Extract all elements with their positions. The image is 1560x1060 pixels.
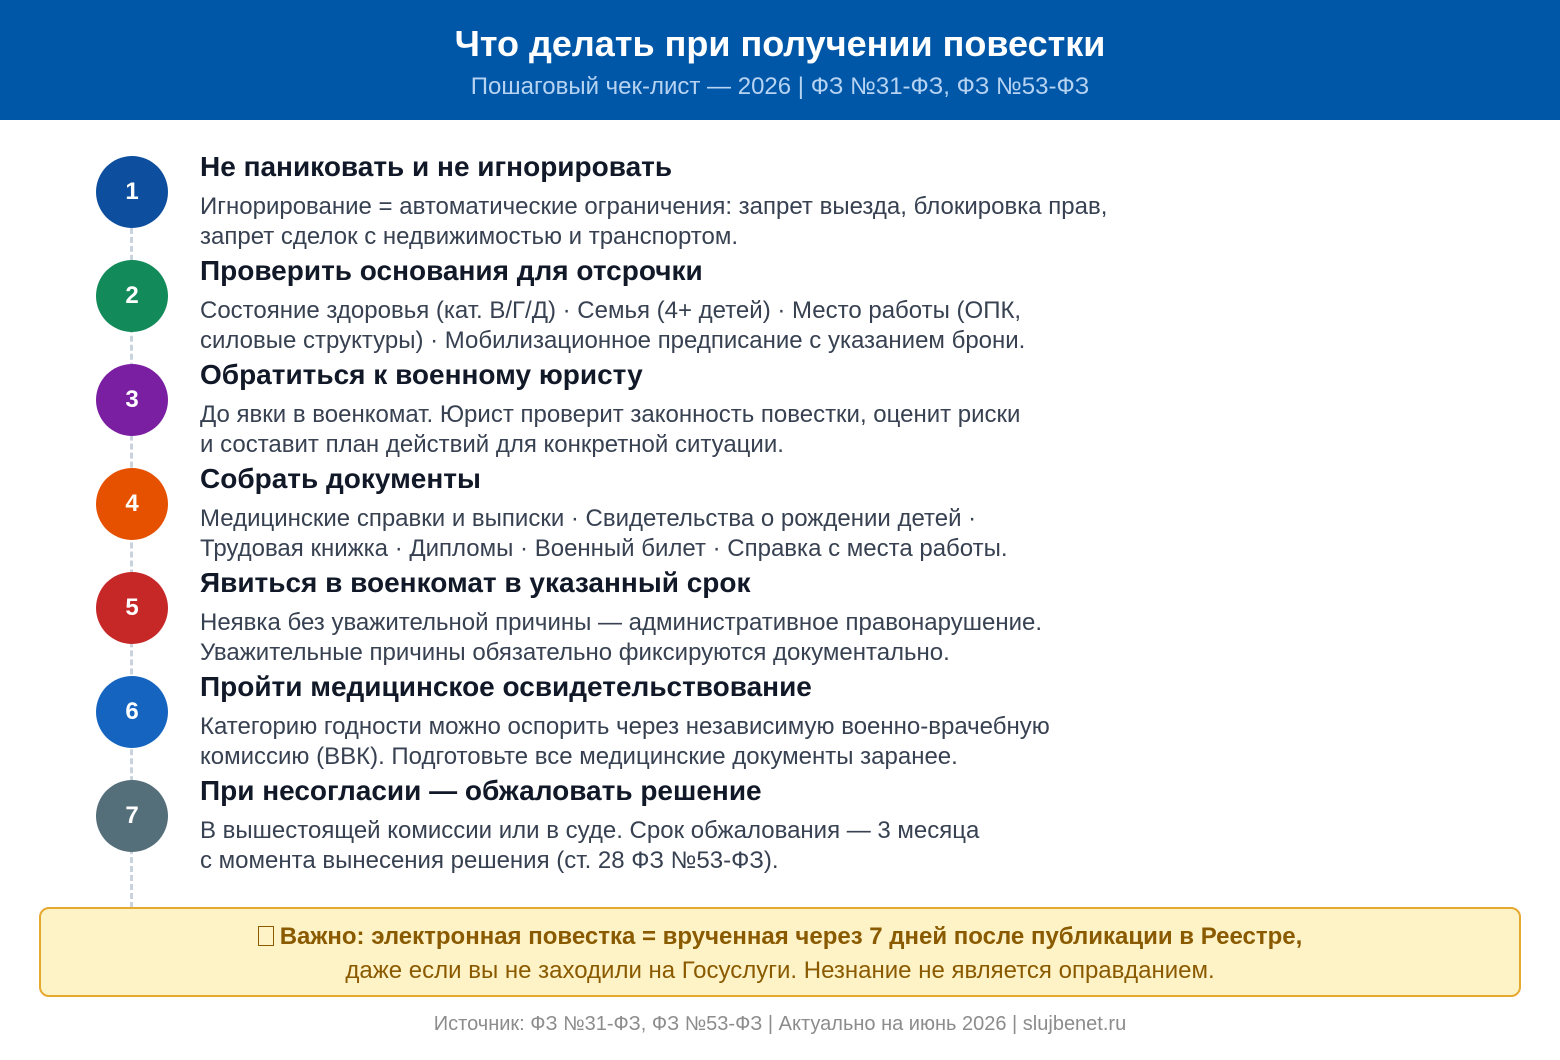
step-number-badge: 5 — [96, 572, 168, 644]
step-description-line: Игнорирование = автоматические ограничения: запрет выезда, блокировка прав, — [200, 193, 1108, 220]
step-number-badge: 6 — [96, 676, 168, 748]
step-number-badge: 7 — [96, 780, 168, 852]
step-description-line: Медицинские справки и выписки · Свидетельства о рождении детей · — [200, 505, 977, 532]
step-item — [0, 328, 1560, 458]
step-item — [0, 640, 1560, 770]
step-item — [0, 224, 1560, 354]
step-description-line: с момента вынесения решения (ст. 28 ФЗ №53-ФЗ). — [200, 847, 779, 874]
step-title: Явиться в военкомат в указанный срок — [200, 567, 751, 598]
notice-headline: Важно: электронная повестка = врученная через 7 дней после публикации в Реестре, — [279, 923, 1303, 950]
step-description-line: Уважительные причины обязательно фиксируются документально. — [200, 639, 950, 666]
page-title: Что делать при получении повестки — [454, 23, 1106, 64]
step-item — [0, 432, 1560, 562]
step-description-line: Состояние здоровья (кат. В/Г/Д) · Семья (4+ детей) · Место работы (ОПК, — [200, 297, 1022, 324]
step-number-badge: 1 — [96, 156, 168, 228]
step-title: Проверить основания для отсрочки — [200, 255, 703, 286]
step-title: Не паниковать и не игнорировать — [200, 151, 673, 182]
page-subtitle: Пошаговый чек-лист — 2026 | ФЗ №31-ФЗ, ФЗ №53-ФЗ — [470, 73, 1090, 100]
step-description-line: комиссию (ВВК). Подготовьте все медицинские документы заранее. — [200, 743, 958, 770]
step-description-line: Категорию годности можно оспорить через независимую военно-врачебную — [200, 713, 1050, 740]
step-item — [0, 536, 1560, 666]
missing-glyph-icon — [258, 926, 274, 946]
step-description-line: В вышестоящей комиссии или в суде. Срок обжалования — 3 месяца — [200, 817, 980, 844]
step-description-line: Трудовая книжка · Дипломы · Военный билет · Справка с места работы. — [200, 535, 1008, 562]
step-item — [0, 120, 1560, 250]
step-number-badge: 4 — [96, 468, 168, 540]
step-description — [200, 816, 979, 876]
step-number-badge: 2 — [96, 260, 168, 332]
step-item — [0, 744, 1560, 874]
footer-source: Источник: ФЗ №31-ФЗ, ФЗ №53-ФЗ | Актуально на июнь 2026 | slujbenet.ru — [433, 1013, 1127, 1035]
step-description-line: Неявка без уважительной причины — административное правонарушение. — [200, 609, 1043, 636]
step-title: Собрать документы — [200, 463, 481, 494]
important-notice — [39, 907, 1521, 997]
step-description-line: запрет сделок с недвижимостью и транспортом. — [200, 223, 739, 250]
step-description-line: силовые структуры) · Мобилизационное предписание с указанием брони. — [200, 327, 1026, 354]
header-banner — [0, 0, 1560, 120]
step-title: При несогласии — обжаловать решение — [200, 775, 762, 806]
step-title: Обратиться к военному юристу — [200, 359, 643, 390]
step-description-line: До явки в военкомат. Юрист проверит законность повестки, оценит риски — [200, 401, 1021, 428]
step-title: Пройти медицинское освидетельствование — [200, 671, 812, 702]
step-number-badge: 3 — [96, 364, 168, 436]
notice-detail: даже если вы не заходили на Госуслуги. Незнание не является оправданием. — [345, 957, 1215, 984]
step-description-line: и составит план действий для конкретной ситуации. — [200, 431, 784, 458]
